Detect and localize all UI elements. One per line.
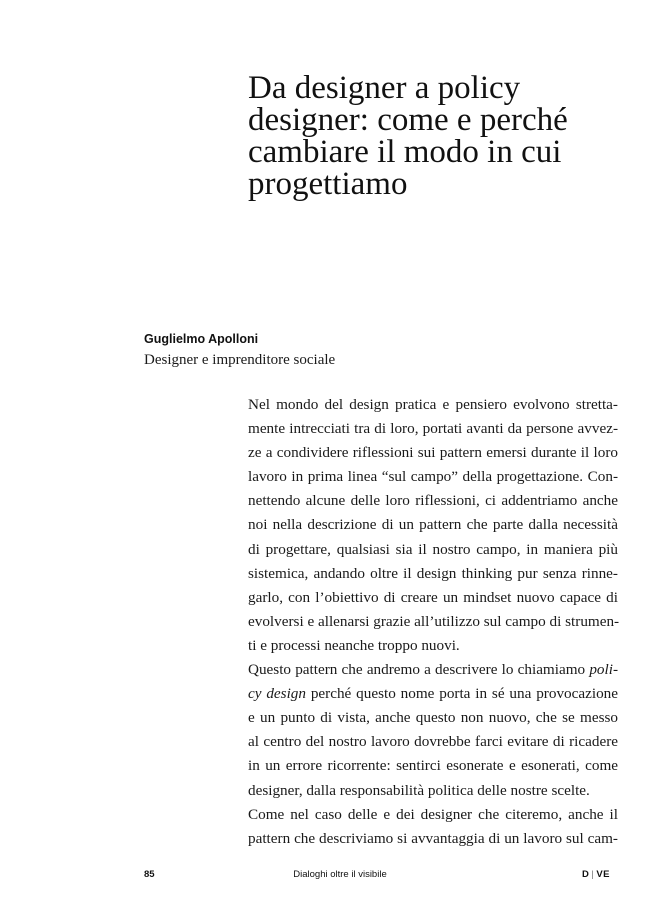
journal-logo xyxy=(582,869,610,881)
italic-term: poli- xyxy=(589,661,618,679)
italic-term: cy design xyxy=(248,685,306,703)
body-line xyxy=(248,658,618,682)
article-body xyxy=(248,393,618,851)
body-line: ze a condividere riflessioni sui pattern emersi durante il loro xyxy=(248,444,618,462)
body-line: ti e processi neanche troppo nuovi. xyxy=(248,636,460,654)
body-line: e un punto di vista, anche questo non nuovo, che se messo xyxy=(248,709,618,727)
title-line: progettiamo xyxy=(248,166,408,202)
body-line: garlo, con l’obiettivo di creare un mindset nuovo capace di xyxy=(248,588,618,606)
logo-letter: D xyxy=(581,869,590,880)
body-line: nettendo alcune delle loro riflessioni, ci addentriamo anche xyxy=(248,492,618,510)
body-line: lavoro in prima linea “sul campo” della progettazione. Con- xyxy=(248,468,618,486)
page-number: 85 xyxy=(144,869,155,880)
body-line: sistemica, andando oltre il design thinking pur senza rinne- xyxy=(248,564,618,582)
body-line: mente intrecciati tra di loro, portati avanti da persone avvez- xyxy=(248,420,618,438)
logo-letters: VE xyxy=(596,869,610,880)
author-name: Guglielmo Apolloni xyxy=(144,332,259,346)
logo-separator: | xyxy=(591,869,595,880)
body-text-run: perché questo nome porta in sé una provocazione xyxy=(305,685,618,703)
body-line: noi nella descrizione di un pattern che parte dalla necessità xyxy=(248,516,618,534)
journal-name: Dialoghi oltre il visibile xyxy=(293,869,387,880)
body-line: evolversi e allenarsi grazie all’utilizzo sul campo di strumen- xyxy=(248,612,620,630)
body-line: al centro del nostro lavoro dovrebbe farci evitare di ricadere xyxy=(248,733,618,751)
body-line: Nel mondo del design pratica e pensiero evolvono stretta- xyxy=(248,396,618,413)
title-line: cambiare il modo in cui xyxy=(248,134,562,170)
body-line: Come nel caso delle e dei designer che citeremo, anche il xyxy=(248,805,618,823)
body-line: in un errore ricorrente: sentirci esonerate e esonerati, come xyxy=(248,757,618,775)
title-line: Da designer a policy xyxy=(248,70,521,106)
body-line: designer, dalla responsabilità politica delle nostre scelte. xyxy=(248,781,590,799)
body-text-run: Questo pattern che andremo a descrivere lo chiamiamo xyxy=(248,661,590,679)
author-role: Designer e imprenditore sociale xyxy=(144,352,336,368)
body-line: pattern che descriviamo si avvantaggia di un lavoro sul cam- xyxy=(248,829,618,847)
body-line xyxy=(248,682,618,706)
title-line: designer: come e perché xyxy=(248,102,568,138)
body-line: di progettare, qualsiasi sia il nostro campo, in maniera più xyxy=(248,540,618,558)
article-title xyxy=(248,72,628,200)
